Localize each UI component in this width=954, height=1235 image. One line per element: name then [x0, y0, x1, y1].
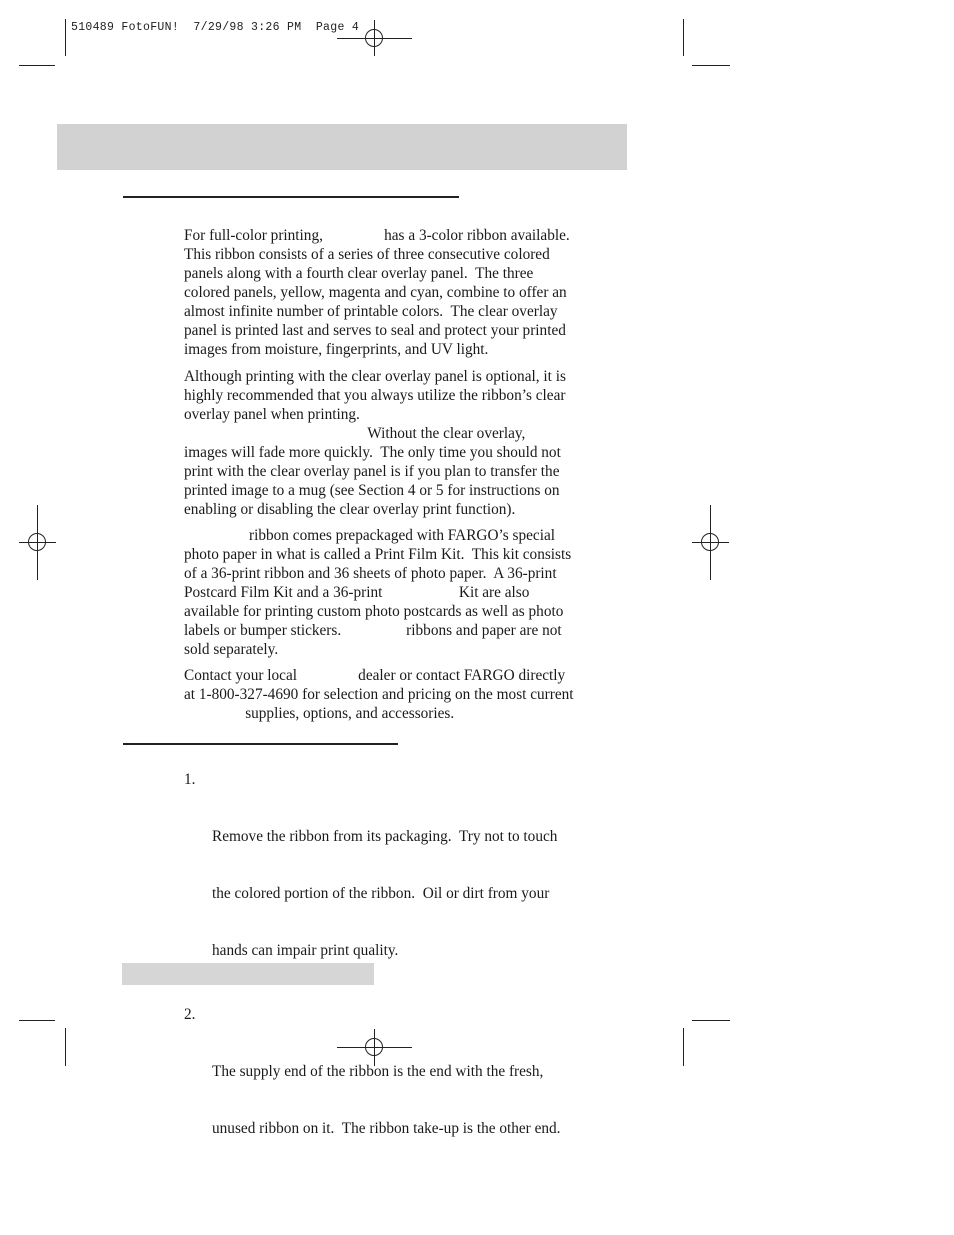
body-text	[184, 226, 629, 723]
crop-mark	[19, 1020, 55, 1021]
paragraph: Contact your local dealer or contact FARGO directly at 1-800-327-4690 for selection and pricing on the most current supplies, options, and accessories.	[184, 667, 574, 722]
section-rule	[123, 743, 398, 745]
printer-slug: 510489 FotoFUN! 7/29/98 3:26 PM Page 4	[71, 21, 360, 34]
footer-band	[122, 963, 374, 985]
paragraph: For full-color printing, has a 3-color ribbon available. This ribbon consists of a series of three consecutive colored panels along with a fourth clear overlay panel. The three colored panels, yellow, magenta and cyan, combine to offer an almost infinite number of printable colors. The clear overlay panel is printed last and serves to seal and protect your printed images from moisture, fingerprints, and UV light.	[184, 227, 570, 358]
crop-mark	[683, 1028, 684, 1066]
registration-line	[710, 505, 711, 580]
list-item: 2. The supply end of the ribbon is the end with the fresh, unused ribbon on it. The ribbon take-up is the other end.	[184, 1006, 561, 1137]
crop-mark	[692, 65, 730, 66]
header-band	[57, 124, 627, 170]
crop-mark	[19, 65, 55, 66]
step-number: 2.	[184, 1006, 196, 1023]
paragraph: Although printing with the clear overlay panel is optional, it is highly recommended that you always utilize the ribbon’s clear overlay panel when printing. Without the clear overlay, images will fade more quickly. The only time you should not print with the clear overlay panel is if you plan to transfer the printed image to a mug (see Section 4 or 5 for instructions on enabling or disabling the clear overlay print function).	[184, 368, 566, 518]
step-number: 1.	[184, 771, 196, 788]
paragraph: ribbon comes prepackaged with FARGO’s special photo paper in what is called a Print Film Kit. This kit consists of a 36-print ribbon and 36 sheets of photo paper. A 36-print Postcard Film Kit and a 36-print Kit are also available for printing custom photo postcards as well as photo labels or bumper stickers. ribbons and paper are not sold separately.	[184, 527, 572, 658]
section-rule	[123, 196, 459, 198]
registration-line	[374, 20, 375, 56]
registration-line	[37, 505, 38, 580]
crop-mark	[683, 19, 684, 56]
list-item: 1. Remove the ribbon from its packaging. Try not to touch the colored portion of the ribbon. Oil or dirt from your hands can impair print quality.	[184, 771, 558, 959]
crop-mark	[65, 19, 66, 56]
crop-mark	[65, 1028, 66, 1066]
crop-mark	[692, 1020, 730, 1021]
